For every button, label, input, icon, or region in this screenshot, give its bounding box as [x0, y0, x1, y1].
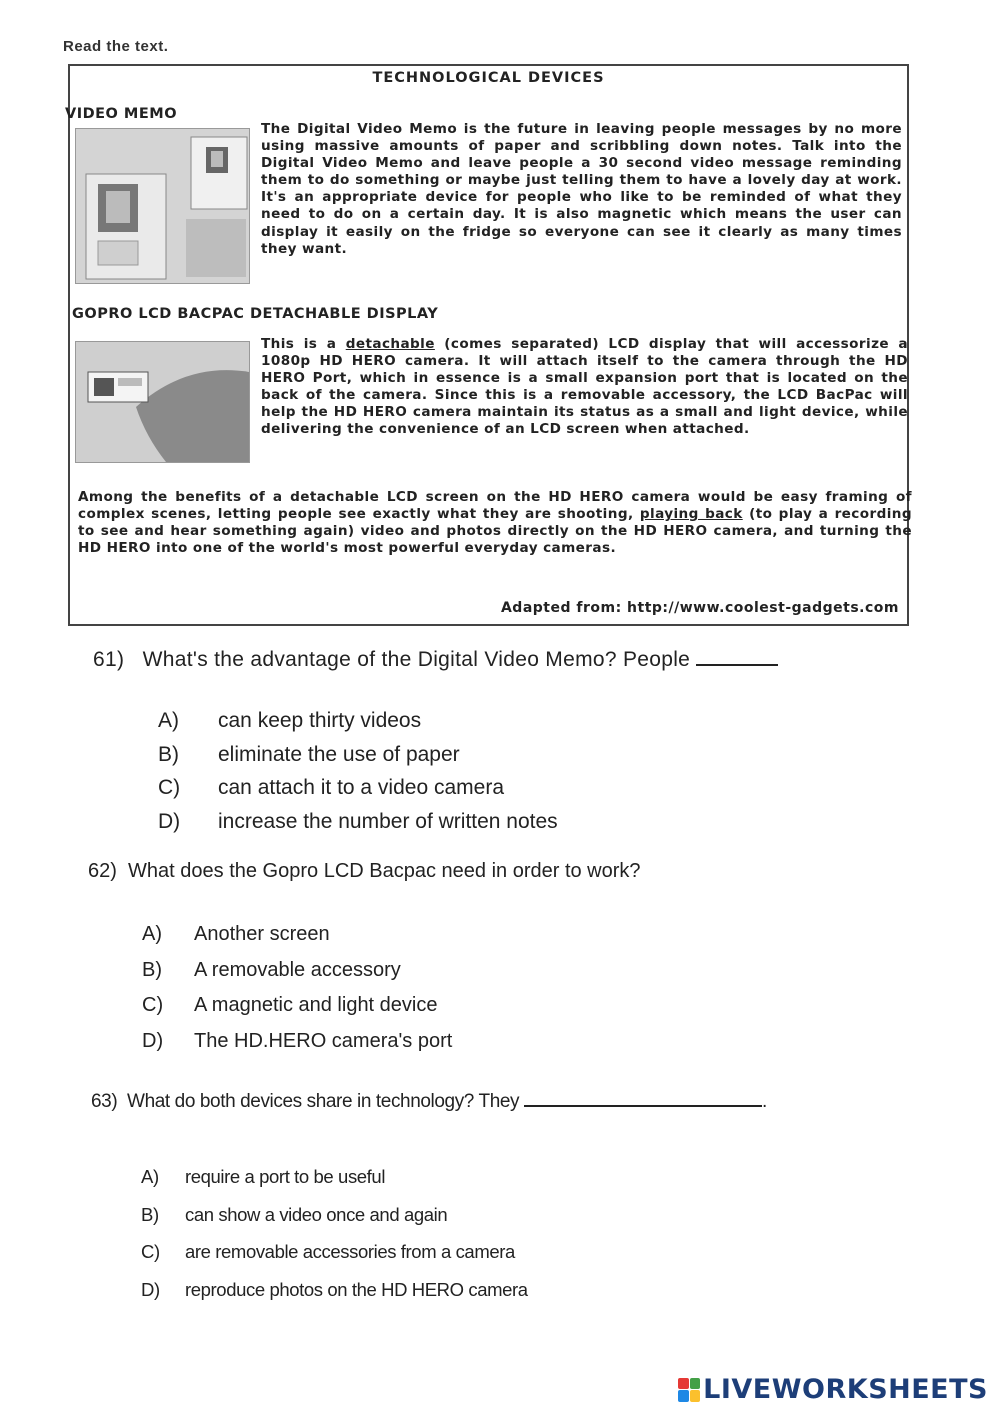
video-memo-photo	[75, 128, 250, 284]
gopro-text-before: This is a	[261, 336, 346, 352]
option-c[interactable]	[141, 1233, 528, 1271]
question-62	[88, 860, 641, 883]
question-text: What does the Gopro LCD Bacpac need in order to work?	[128, 860, 641, 882]
answer-blank[interactable]	[524, 1105, 762, 1107]
option-letter: A)	[141, 1166, 159, 1187]
option-letter: A)	[158, 709, 179, 732]
option-letter: D)	[142, 1029, 164, 1052]
option-letter: C)	[142, 994, 164, 1016]
video-memo-paragraph: The Digital Video Memo is the future in leaving people messages by no more using massive amounts of paper and scribbling down notes. Talk into the Digital Video Memo and leave people a 30 second video message reminding them to do something or maybe just telling them to have a lovely day at work. It's an appropriate device for people who like to be reminded of what they need to do on a certain day. It is also magnetic which means the user can display it easily on the fridge so everyone can see it clearly as many times they want.	[261, 121, 902, 257]
question-63-options	[141, 1158, 528, 1308]
reading-passage-box	[65, 64, 912, 626]
option-letter: D)	[158, 809, 181, 833]
question-text: What do both devices share in technology? They	[127, 1091, 520, 1112]
gopro-text-after: (comes separated) LCD display that will accessorize a 1080p HD HERO camera. It will attach itself to the camera through the HD HERO Port, which in essence is a small expansion port that is located on the back of the camera. Since this is a removable accessory, the LCD BacPac will help the HD HERO camera maintain its status as a small and light device, while delivering the convenience of an LCD screen when attached.	[261, 336, 909, 438]
closing-text-before: Among the benefits of a detachable LCD screen on the HD HERO camera would be easy framing of complex scenes, letting people see exactly what they are shooting,	[78, 489, 912, 523]
logo-text: LIVEWORKSHEETS	[703, 1374, 988, 1405]
question-number: 61)	[93, 648, 125, 671]
option-text: can attach it to a video camera	[218, 776, 504, 799]
closing-paragraph	[78, 489, 912, 557]
video-memo-image	[76, 129, 249, 283]
section-heading-video-memo: VIDEO MEMO	[65, 106, 178, 122]
gopro-photo	[75, 341, 250, 463]
section-heading-gopro: GOPRO LCD BACPAC DETACHABLE DISPLAY	[72, 306, 439, 322]
option-letter: C)	[141, 1241, 160, 1262]
question-63: 63) What do both devices share in technology? They .	[91, 1091, 767, 1112]
option-b[interactable]	[158, 738, 558, 772]
option-a[interactable]	[158, 704, 558, 738]
option-c[interactable]	[158, 771, 558, 805]
option-text: A removable accessory	[194, 958, 401, 981]
option-text: can show a video once and again	[185, 1203, 448, 1225]
option-d[interactable]	[142, 1024, 452, 1060]
answer-blank[interactable]	[696, 664, 778, 666]
option-letter: C)	[158, 776, 181, 799]
gopro-image	[76, 342, 249, 462]
option-text: require a port to be useful	[185, 1166, 386, 1187]
question-number: 62)	[88, 860, 117, 882]
option-letter: A)	[142, 923, 162, 945]
question-62-options	[142, 917, 452, 1059]
underlined-word-detachable: detachable	[345, 336, 435, 352]
option-letter: D)	[141, 1278, 160, 1300]
question-61	[93, 648, 778, 672]
option-letter: B)	[142, 958, 162, 981]
option-c[interactable]	[142, 988, 452, 1024]
passage-title: TECHNOLOGICAL DEVICES	[372, 70, 605, 86]
option-d[interactable]	[141, 1271, 528, 1309]
closing-text-after: (to play a recording to see and hear something again) video and photos directly on the HD HERO camera, and turning the HD HERO into one of the world's most powerful everyday cameras.	[78, 506, 912, 557]
gopro-paragraph	[261, 336, 908, 439]
option-letter: B)	[141, 1203, 159, 1225]
option-text: are removable accessories from a camera	[185, 1241, 515, 1262]
option-letter: B)	[158, 742, 179, 766]
source-citation: Adapted from: http://www.coolest-gadgets.com	[500, 600, 899, 616]
liveworksheets-mark-icon	[678, 1378, 700, 1402]
option-b[interactable]	[141, 1196, 528, 1234]
option-text: can keep thirty videos	[218, 709, 422, 732]
option-text: The HD.HERO camera's port	[194, 1029, 453, 1052]
option-text: increase the number of written notes	[218, 809, 558, 833]
option-b[interactable]	[142, 953, 452, 989]
underlined-phrase-playing-back: playing back	[639, 506, 743, 523]
option-text: Another screen	[194, 923, 330, 945]
option-text: eliminate the use of paper	[218, 742, 460, 766]
liveworksheets-logo[interactable]	[678, 1374, 988, 1405]
option-a[interactable]	[141, 1158, 528, 1196]
instruction-text: Read the text.	[63, 38, 169, 55]
option-text: A magnetic and light device	[194, 994, 438, 1016]
question-text: What's the advantage of the Digital Video Memo? People	[142, 648, 691, 671]
option-a[interactable]	[142, 917, 452, 953]
option-d[interactable]	[158, 805, 558, 839]
option-text: reproduce photos on the HD HERO camera	[185, 1278, 528, 1300]
question-number: 63)	[91, 1091, 118, 1112]
question-61-options	[158, 704, 558, 838]
